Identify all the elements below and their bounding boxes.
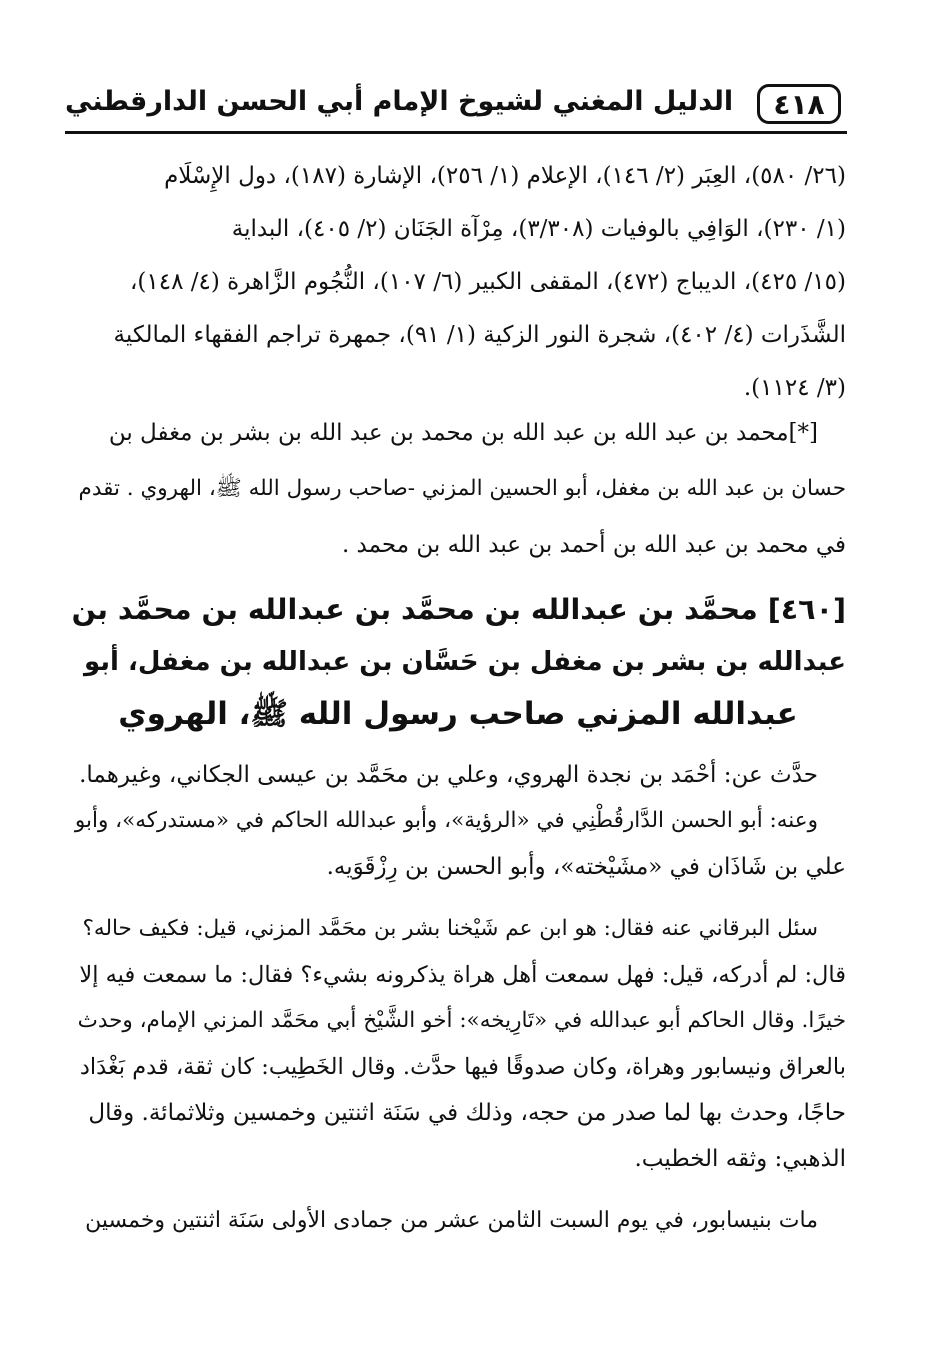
assessment-line: الذهبي: وثقه الخطيب. [634,1146,846,1172]
entry-body [70,752,846,1244]
header-rule [65,131,847,134]
text-line: [*]محمد بن عبد الله بن عبد الله بن محمد بن عبد الله بن بشر بن مغفل بن [108,420,818,446]
paragraph-gap [70,1182,846,1198]
assessment-line: بالعراق ونيسابور وهراة، وكان صدوقًا فيها حدَّث. وقال الخَطِيب: كان ثقة، قدم بَغْدَاد [79,1054,846,1080]
death-line: مات بنيسابور، في يوم السبت الثامن عشر من جمادى الأولى سَنَة اثنتين وخمسين [85,1208,818,1233]
assessment-line: حاجًا، وحدث بها لما صدر من حجه، وذلك في سَنَة اثنتين وخمسين وثلاثمائة. وقال [88,1100,846,1126]
paragraph-gap [70,890,846,906]
narrated-from-line: حدَّث عن: أحْمَد بن نجدة الهروي، وعلي بن محَمَّد بن عيسى الجكاني، وغيرهما. [79,762,818,788]
text-line: (٣/ ١١٢٤). [743,375,846,401]
assessment-line: سئل البرقاني عنه فقال: هو ابن عم شَيْخنا بشر بن محَمَّد المزني، قيل: فكيف حاله؟ [82,916,818,941]
running-title: الدليل المغني لشيوخ الإمام أبي الحسن الدارقطني [65,86,734,117]
heading-line: [٤٦٠] محمَّد بن عبدالله بن محمَّد بن عبدالله بن محمَّد بن [71,593,846,626]
heading-line: عبدالله بن بشر بن مغفل بن حَسَّان بن عبدالله بن مغفل، أبو [83,647,846,677]
text-line: حسان بن عبد الله بن مغفل، أبو الحسين المزني -صاحب رسول الله ﷺ، الهروي . تقدم [78,476,846,501]
text-line: في محمد بن عبد الله بن أحمد بن عبد الله بن محمد . [341,532,846,558]
text-line: (١٥/ ٤٢٥)، الديباج (٤٧٢)، المقفى الكبير (٦/ ١٠٧)، النُّجُوم الزَّاهرة (٤/ ١٤٨)، [129,269,846,295]
text-line: الشَّذَرات (٤/ ٤٠٢)، شجرة النور الزكية (١/ ٩١)، جمهرة تراجم الفقهاء المالكية [113,322,846,348]
assessment-line: خيرًا. وقال الحاكم أبو عبدالله في «تَارِيخه»: أخو الشَّيْخ أبي محَمَّد المزني الإمام، وحدث [77,1008,846,1033]
page-header [65,80,847,134]
cross-reference-paragraph [70,405,846,573]
entry-heading [70,584,846,740]
narrators-line: وعنه: أبو الحسن الدَّارقُطْنِي في «الرؤية»، وأبو عبدالله الحاكم في «مستدركه»، وأبو [74,808,818,833]
narrators-line: علي بن شَاذَان في «مشَيْخته»، وأبو الحسن بن رِزْقَوَيه. [326,854,846,880]
references-paragraph [70,150,846,415]
assessment-line: قال: لم أدركه، قيل: فهل سمعت أهل هراة يذكرونه بشيء؟ فقال: ما سمعت فيه إلا [79,962,846,988]
heading-line: عبدالله المزني صاحب رسول الله ﷺ، الهروي [118,696,798,732]
text-line: (١/ ٢٣٠)، الوَافِي بالوفيات (٣/٣٠٨)، مِرْآة الجَنَان (٢/ ٤٠٥)، البداية [231,216,846,242]
text-line: (٢٦/ ٥٨٠)، العِبَر (٢/ ١٤٦)، الإعلام (١/ ٢٥٦)، الإشارة (١٨٧)، دول الإِسْلَام [164,163,846,189]
page-number-badge: ٤١٨ [757,84,841,124]
